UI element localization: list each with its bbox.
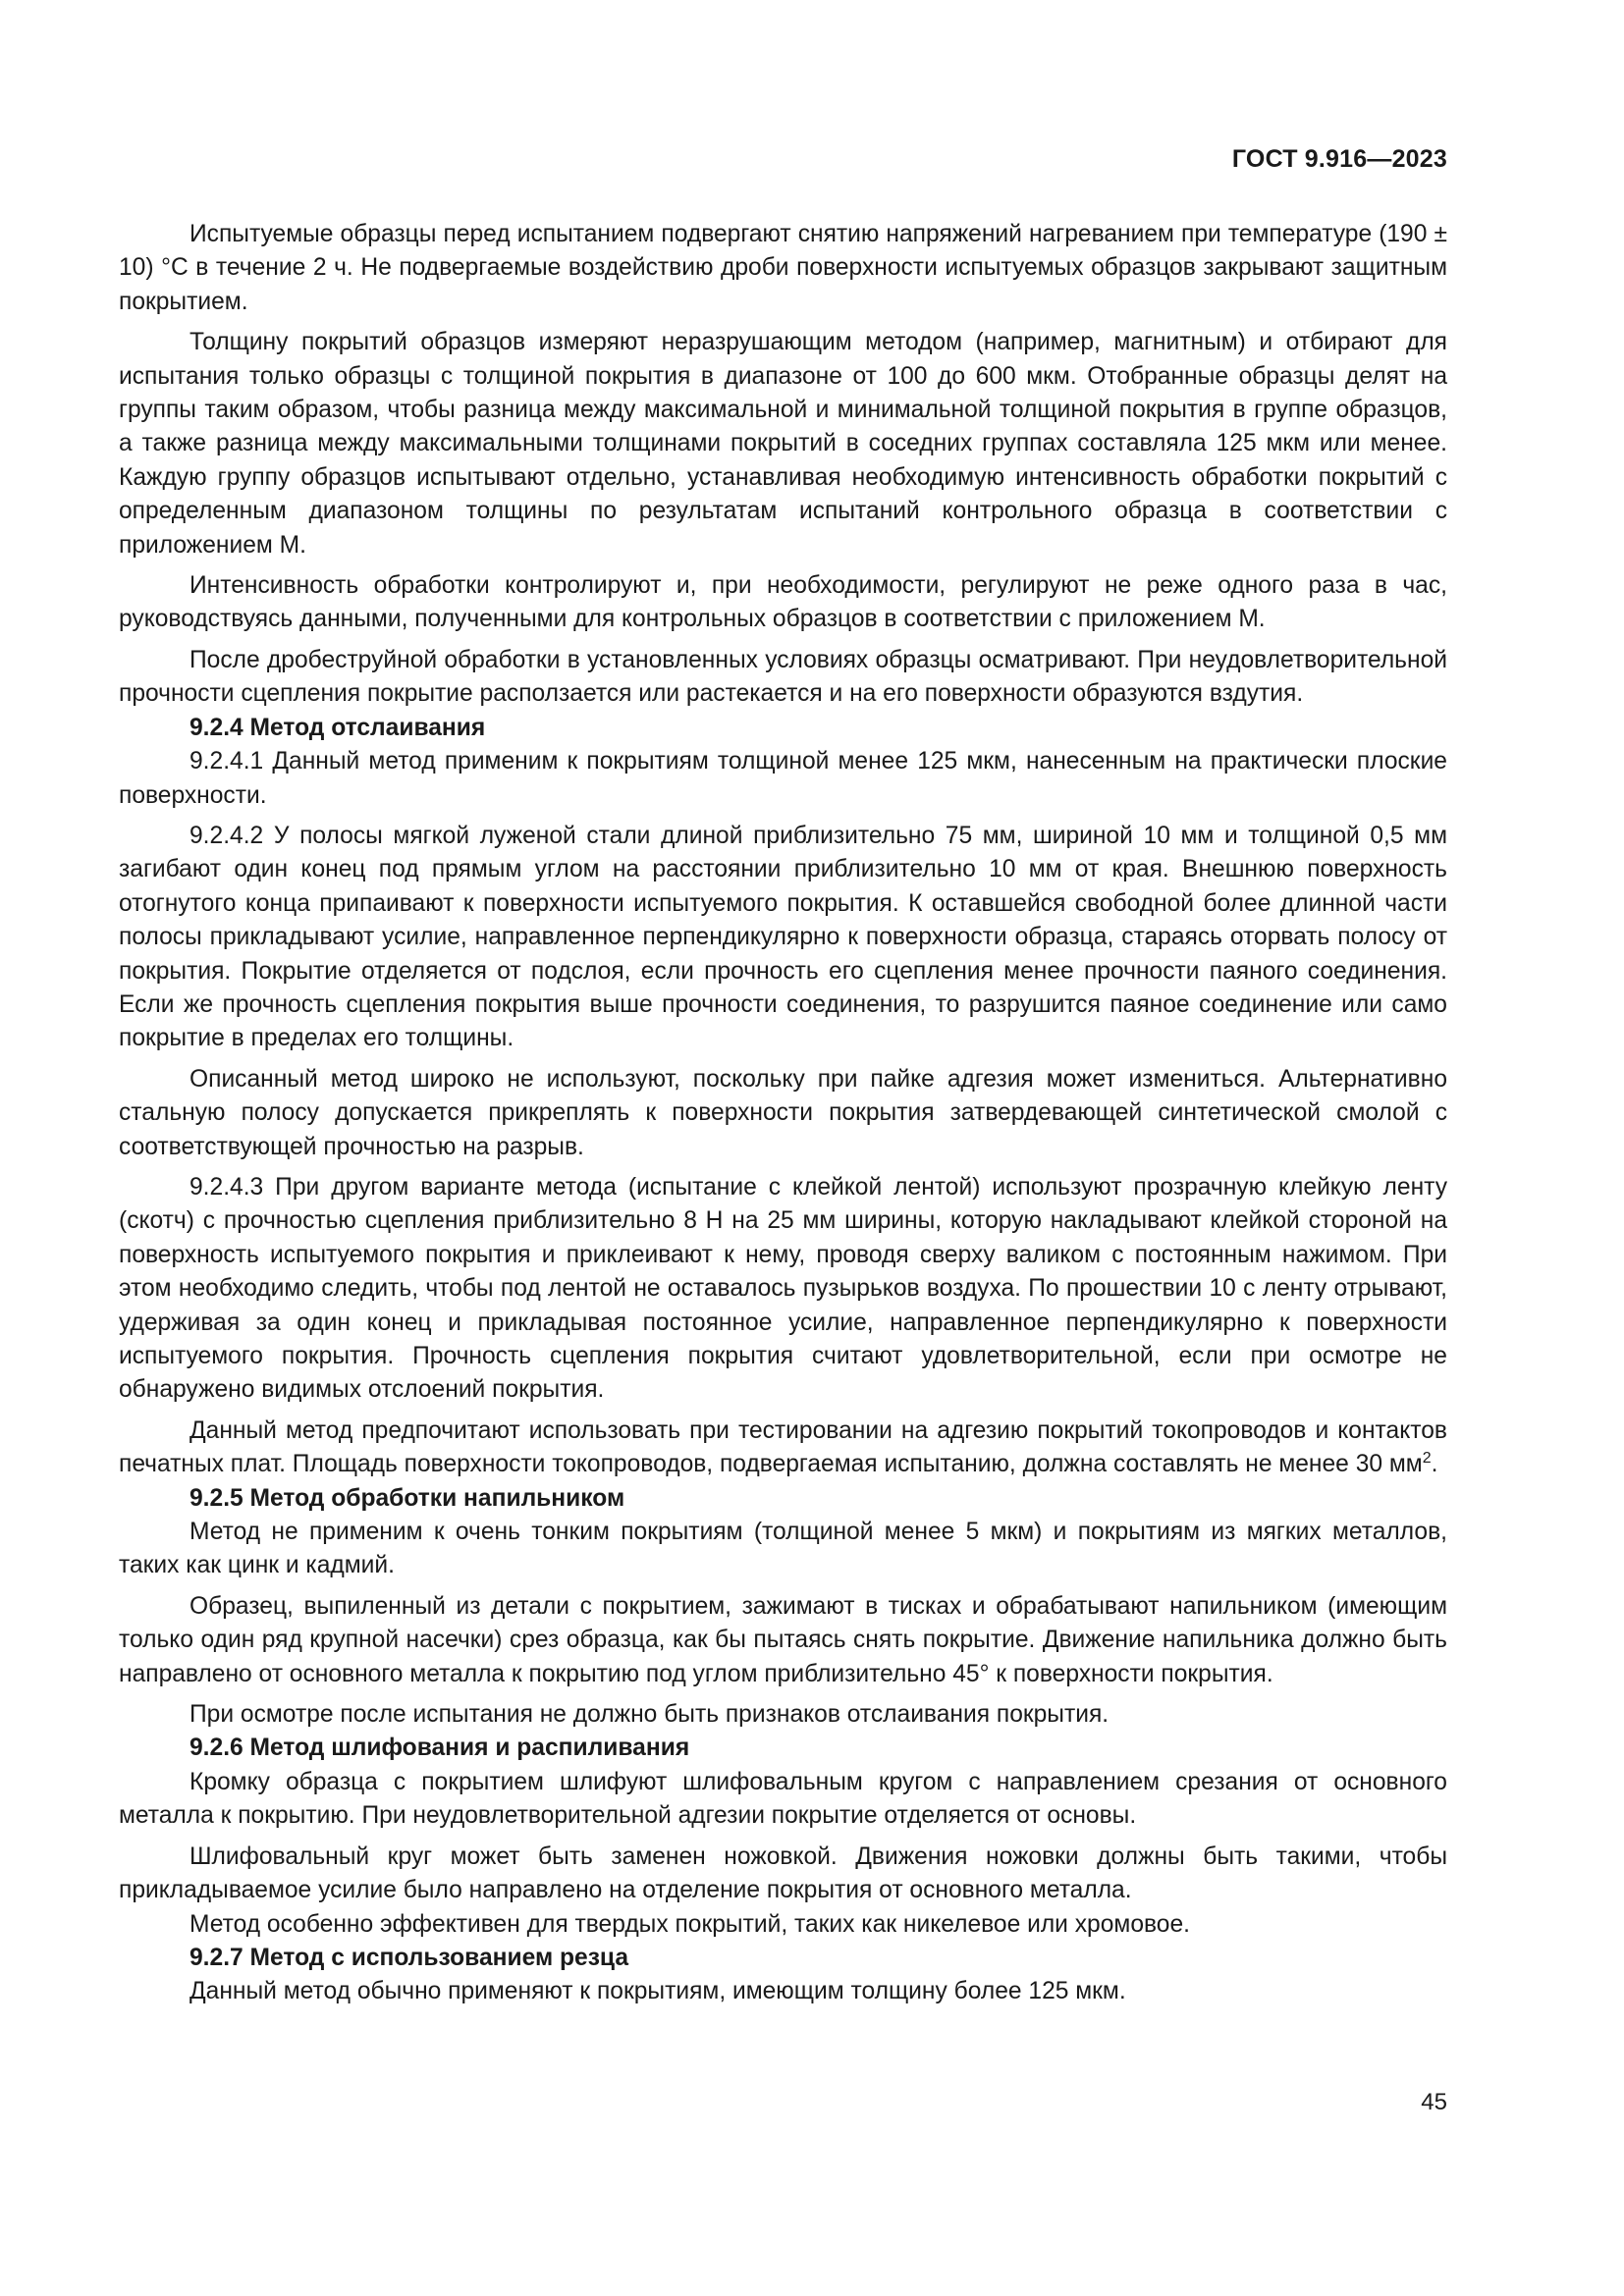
section-heading-9-2-6: 9.2.6 Метод шлифования и распиливания — [189, 1735, 690, 1762]
paragraph-9-2-5-result: При осмотре после испытания не должно быть признаков отслаивания покрытия. — [189, 1701, 1110, 1729]
section-heading-9-2-5: 9.2.5 Метод обработки напильником — [189, 1484, 625, 1512]
paragraph-intensity-control: Интенсивность обработки контролируют и, при необходимости, регулируют не реже одного раза в час, руководствуясь данными, полученными для контрольных образцов в соответствии с приложением М. — [119, 572, 1447, 633]
paragraph-9-2-4-1: 9.2.4.1 Данный метод применим к покрытиям толщиной менее 125 мкм, нанесенным на практически плоские поверхности. — [119, 748, 1447, 809]
page-number: 45 — [1421, 2089, 1447, 2115]
paragraph-9-2-4-3-note-end: . — [1431, 1451, 1438, 1478]
paragraph-9-2-4-3-note-text: Данный метод предпочитают использовать при тестировании на адгезию покрытий токопроводов и контактов печатных плат. Площадь поверхности токопроводов, подвергаемая испытанию, должна составлять не менее 30 мм — [119, 1416, 1447, 1478]
paragraph-thickness-measurement: Толщину покрытий образцов измеряют неразрушающим методом (например, магнитным) и отбирают для испытания только образцы с толщиной покрытия в диапазоне от 100 до 600 мкм. Отобранные образцы делят на группы таким образом, чтобы разница между максимальной и минимальной толщиной покрытия в группе образцов, а также разница между максимальными толщинами покрытий в соседних группах составляла 125 мкм или менее. Каждую группу образцов испытывают отдельно, устанавливая необходимую интенсивность обработки покрытий с определенным диапазоном толщины по результатам испытаний контрольного образца в соответствии с приложением М. — [119, 329, 1447, 559]
paragraph-9-2-6-procedure: Кромку образца с покрытием шлифуют шлифовальным кругом с направлением срезания от основного металла к покрытию. При неудовлетворительной адгезии покрытие отделяется от основы. — [119, 1768, 1447, 1830]
paragraph-9-2-4-3: 9.2.4.3 При другом варианте метода (испытание с клейкой лентой) используют прозрачную клейкую ленту (скотч) с прочностью сцепления приблизительно 8 Н на 25 мм ширины, которую накладывают клейкой стороной на поверхность испытуемого покрытия и приклеивают к нему, проводя сверху валиком с постоянным нажимом. При этом необходимо следить, чтобы под лентой не оставалось пузырьков воздуха. По прошествии 10 с ленту отрывают, удерживая за один конец и прикладывая постоянное усилие, направленное перпендикулярно к поверхности испытуемого покрытия. Прочность сцепления покрытия считают удовлетворительной, если при осмотре не обнаружено видимых отслоений покрытия. — [119, 1173, 1447, 1404]
paragraph-9-2-4-2: 9.2.4.2 У полосы мягкой луженой стали длиной приблизительно 75 мм, шириной 10 мм и толщиной 0,5 мм загибают один конец под прямым углом на расстоянии приблизительно 10 мм от края. Внешнюю поверхность отогнутого конца припаивают к поверхности испытуемого покрытия. К оставшейся свободной более длинной части полосы прикладывают усилие, направленное перпендикулярно к поверхности образца, стараясь оторвать полосу от покрытия. Покрытие отделяется от подслоя, если прочность его сцепления менее прочности паяного соединения. Если же прочность сцепления покрытия выше прочности соединения, то разрушится паяное соединение или само покрытие в пределах его толщины. — [119, 822, 1447, 1052]
paragraph-9-2-6-effectiveness: Метод особенно эффективен для твердых покрытий, таких как никелевое или хромовое. — [189, 1910, 1190, 1938]
paragraph-9-2-5-scope: Метод не применим к очень тонким покрытиям (толщиной менее 5 мкм) и покрытиям из мягких металлов, таких как цинк и кадмий. — [119, 1519, 1447, 1579]
paragraph-inspection: После дробеструйной обработки в установленных условиях образцы осматривают. При неудовлетворительной прочности сцепления покрытие расползается или растекается и на его поверхности образуются вздутия. — [119, 646, 1447, 708]
section-heading-9-2-4: 9.2.4 Метод отслаивания — [189, 714, 486, 741]
paragraph-stress-relief: Испытуемые образцы перед испытанием подвергают снятию напряжений нагреванием при температуре (190 ± 10) °С в течение 2 ч. Не подвергаемые воздействию дроби поверхности испытуемых образцов закрывают защитным покрытием. — [119, 221, 1447, 315]
paragraph-9-2-4-3-note — [119, 1415, 1447, 1482]
paragraph-9-2-4-2-note: Описанный метод широко не используют, поскольку при пайке адгезия может измениться. Альтернативно стальную полосу допускается прикреплять к поверхности покрытия затвердевающей синтетической смолой с соответствующей прочностью на разрыв. — [119, 1065, 1447, 1160]
document-body — [119, 218, 1447, 2009]
paragraph-9-2-5-procedure: Образец, выпиленный из детали с покрытием, зажимают в тисках и обрабатывают напильником (имеющим только один ряд крупной насечки) срез образца, как бы пытаясь снять покрытие. Движение напильника должно быть направлено от основного металла к покрытию под углом приблизительно 45° к поверхности покрытия. — [119, 1592, 1447, 1687]
superscript-2: 2 — [1422, 1450, 1432, 1468]
section-heading-9-2-7: 9.2.7 Метод с использованием резца — [189, 1944, 629, 1971]
paragraph-9-2-7-scope: Данный метод обычно применяют к покрытиям, имеющим толщину более 125 мкм. — [189, 1978, 1126, 2005]
standard-designation: ГОСТ 9.916—2023 — [1231, 145, 1447, 173]
paragraph-9-2-6-hacksaw: Шлифовальный круг может быть заменен ножовкой. Движения ножовки должны быть такими, чтобы прикладываемое усилие было направлено на отделение покрытия от основного металла. — [119, 1842, 1447, 1904]
